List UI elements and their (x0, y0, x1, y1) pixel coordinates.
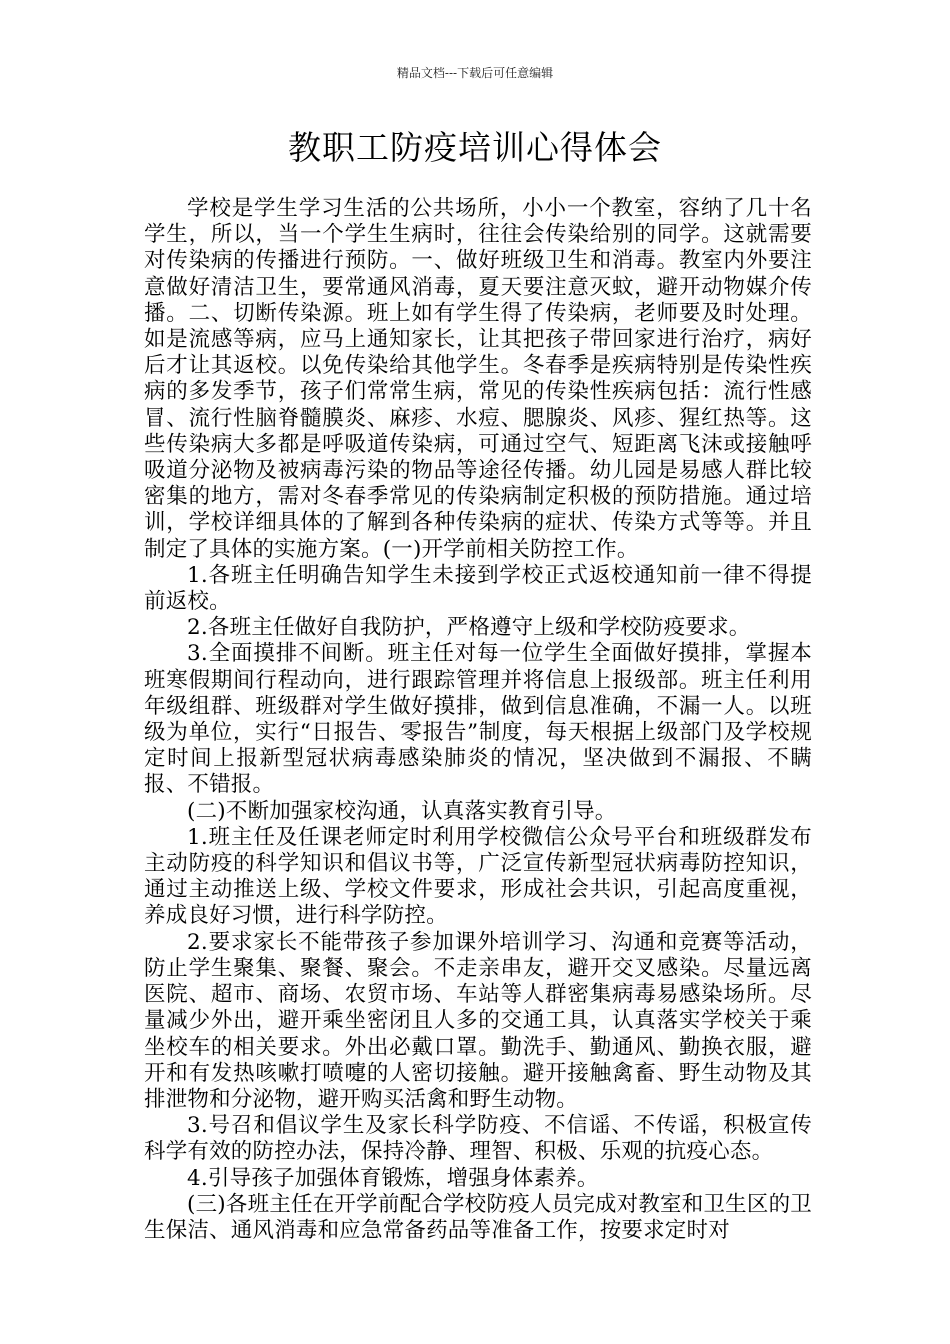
paragraph-item-3: 3.全面摸排不间断。班主任对每一位学生全面做好摸排，掌握本班寒假期间行程动向，进行跟踪管理并将信息上报级部。班主任利用年级组群、班级群对学生做好摸排，做到信息准确，不漏一人。以班级为单位，实行“日报告、零报告”制度，每天根据上级部门及学校规定时间上报新型冠状病毒感染肺炎的情况，坚决做到不漏报、不瞒报、不错报。 (144, 641, 812, 798)
paragraph-item-2-3: 3.号召和倡议学生及家长科学防疫、不信谣、不传谣，积极宣传科学有效的防控办法，保持冷静、理智、积极、乐观的抗疫心态。 (144, 1113, 812, 1165)
paragraph-item-2-1: 1.班主任及任课老师定时利用学校微信公众号平台和班级群发布主动防疫的科学知识和倡议书等，广泛宣传新型冠状病毒防控知识，通过主动推送上级、学校文件要求，形成社会共识，引起高度重视，养成良好习惯，进行科学防控。 (144, 824, 812, 929)
section-heading-3: (三)各班主任在开学前配合学校防疫人员完成对教室和卫生区的卫生保洁、通风消毒和应急常备药品等准备工作，按要求定时对 (144, 1191, 812, 1243)
document-title: 教职工防疫培训心得体会 (288, 128, 662, 167)
paragraph-item-2-4: 4.引导孩子加强体育锻炼，增强身体素养。 (187, 1165, 599, 1191)
document-body (144, 196, 812, 1244)
header-note: 精品文档---下载后可任意编辑 (396, 66, 554, 80)
paragraph-item-1: 1.各班主任明确告知学生未接到学校正式返校通知前一律不得提前返校。 (144, 562, 812, 615)
section-heading-2: (二)不断加强家校沟通，认真落实教育引导。 (187, 798, 617, 824)
paragraph-item-2-2: 2.要求家长不能带孩子参加课外培训学习、沟通和竞赛等活动，防止学生聚集、聚餐、聚会。不走亲串友，避开交叉感染。尽量远离医院、超市、商场、农贸市场、车站等人群密集病毒易感染场所。尽量减少外出，避开乘坐密闭且人多的交通工具，认真落实学校关于乘坐校车的相关要求。外出必戴口罩。勤洗手、勤通风、勤换衣服，避开和有发热咳嗽打喷嚏的人密切接触。避开接触禽畜、野生动物及其排泄物和分泌物，避开购买活禽和野生动物。 (144, 929, 812, 1112)
paragraph-item-2: 2.各班主任做好自我防护，严格遵守上级和学校防疫要求。 (187, 615, 751, 641)
paragraph-intro: 学校是学生学习生活的公共场所，小小一个教室，容纳了几十名学生，所以，当一个学生生病时，往往会传染给别的同学。这就需要对传染病的传播进行预防。一、做好班级卫生和消毒。教室内外要注意做好清洁卫生，要常通风消毒，夏天要注意灭蚊，避开动物媒介传播。二、切断传染源。班上如有学生得了传染病，老师要及时处理。如是流感等病，应马上通知家长，让其把孩子带回家进行治疗，病好后才让其返校。以免传染给其他学生。冬春季是疾病特别是传染性疾病的多发季节，孩子们常常生病，常见的传染性疾病包括：流行性感冒、流行性脑脊髓膜炎、麻疹、水痘、腮腺炎、风疹、猩红热等。这些传染病大多都是呼吸道传染病，可通过空气、短距离飞沫或接触呼吸道分泌物及被病毒污染的物品等途径传播。幼儿园是易感人群比较密集的地方，需对冬春季常见的传染病制定积极的预防措施。通过培训，学校详细具体的了解到各种传染病的症状、传染方式等等。并且制定了具体的实施方案。(一)开学前相关防控工作。 (144, 196, 812, 562)
